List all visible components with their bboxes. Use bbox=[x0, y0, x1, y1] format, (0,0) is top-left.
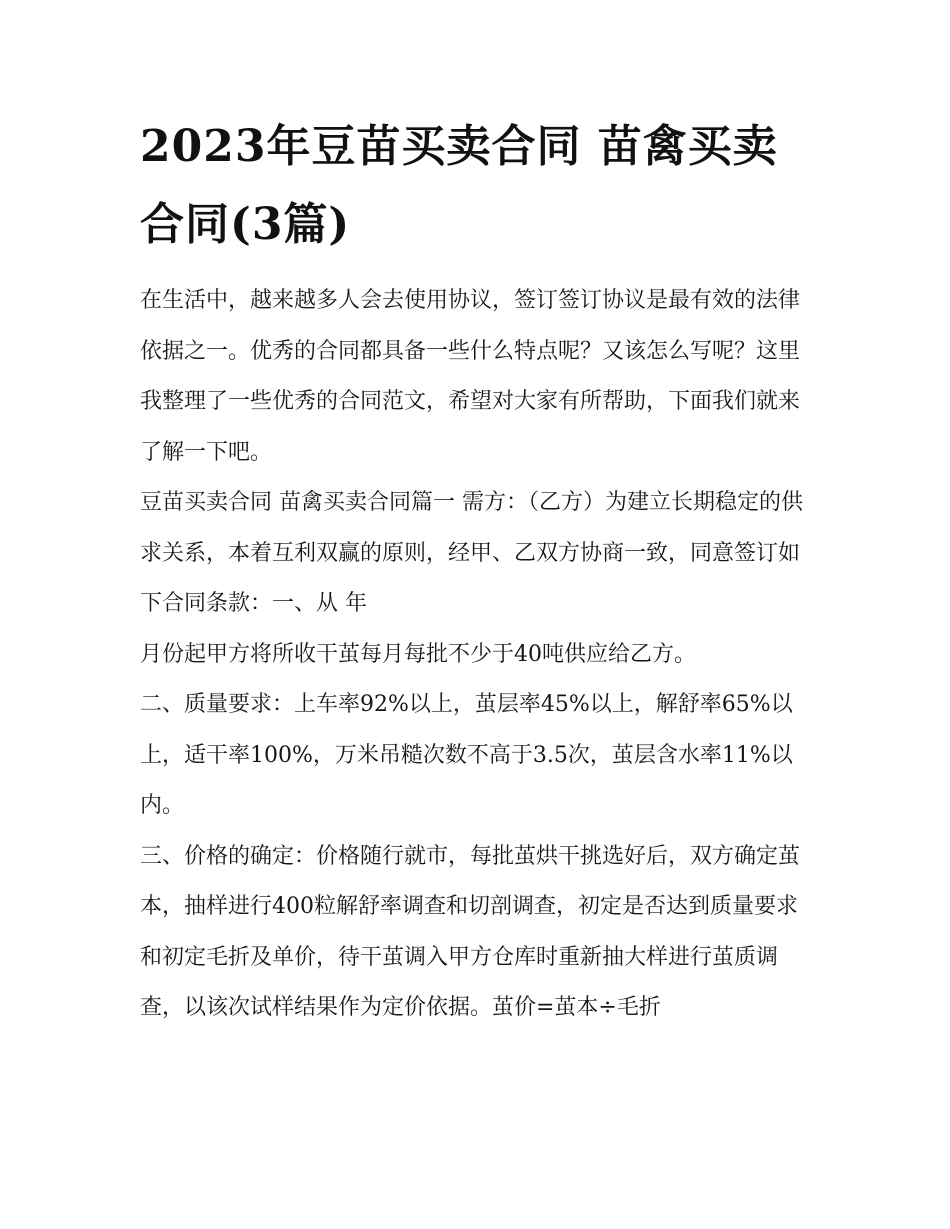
document-title: 2023年豆苗买卖合同 苗禽买卖合同(3篇) bbox=[140, 121, 778, 250]
document-page bbox=[140, 108, 812, 1034]
paragraph-supply-quantity: 月份起甲方将所收干茧每月每批不少于40吨供应给乙方。 bbox=[140, 641, 696, 667]
paragraph-intro: 在生活中，越来越多人会去使用协议，签订签订协议是最有效的法律依据之一。优秀的合同都具备一些什么特点呢？又该怎么写呢？这里我整理了一些优秀的合同范文，希望对大家有所帮助，下面我们就来了解一下吧。 bbox=[140, 288, 801, 465]
paragraph-quality-requirements: 二、质量要求：上车率92%以上，茧层率45%以上，解舒率65%以上，适干率100%，万米吊糙次数不高于3.5次，茧层含水率11%以内。 bbox=[140, 692, 793, 818]
paragraph-price-determination: 三、价格的确定：价格随行就市，每批茧烘干挑选好后，双方确定茧本，抽样进行400粒解舒率调查和切剖调查，初定是否达到质量要求和初定毛折及单价，待干茧调入甲方仓库时重新抽大样进行茧质调查，以该次试样结果作为定价依据。茧价=茧本÷毛折 bbox=[140, 843, 801, 1020]
paragraph-contract-opening: 豆苗买卖合同 苗禽买卖合同篇一 需方：（乙方）为建立长期稳定的供求关系，本着互利双赢的原则，经甲、乙双方协商一致，同意签订如下合同条款：一、从 年 bbox=[140, 490, 803, 616]
